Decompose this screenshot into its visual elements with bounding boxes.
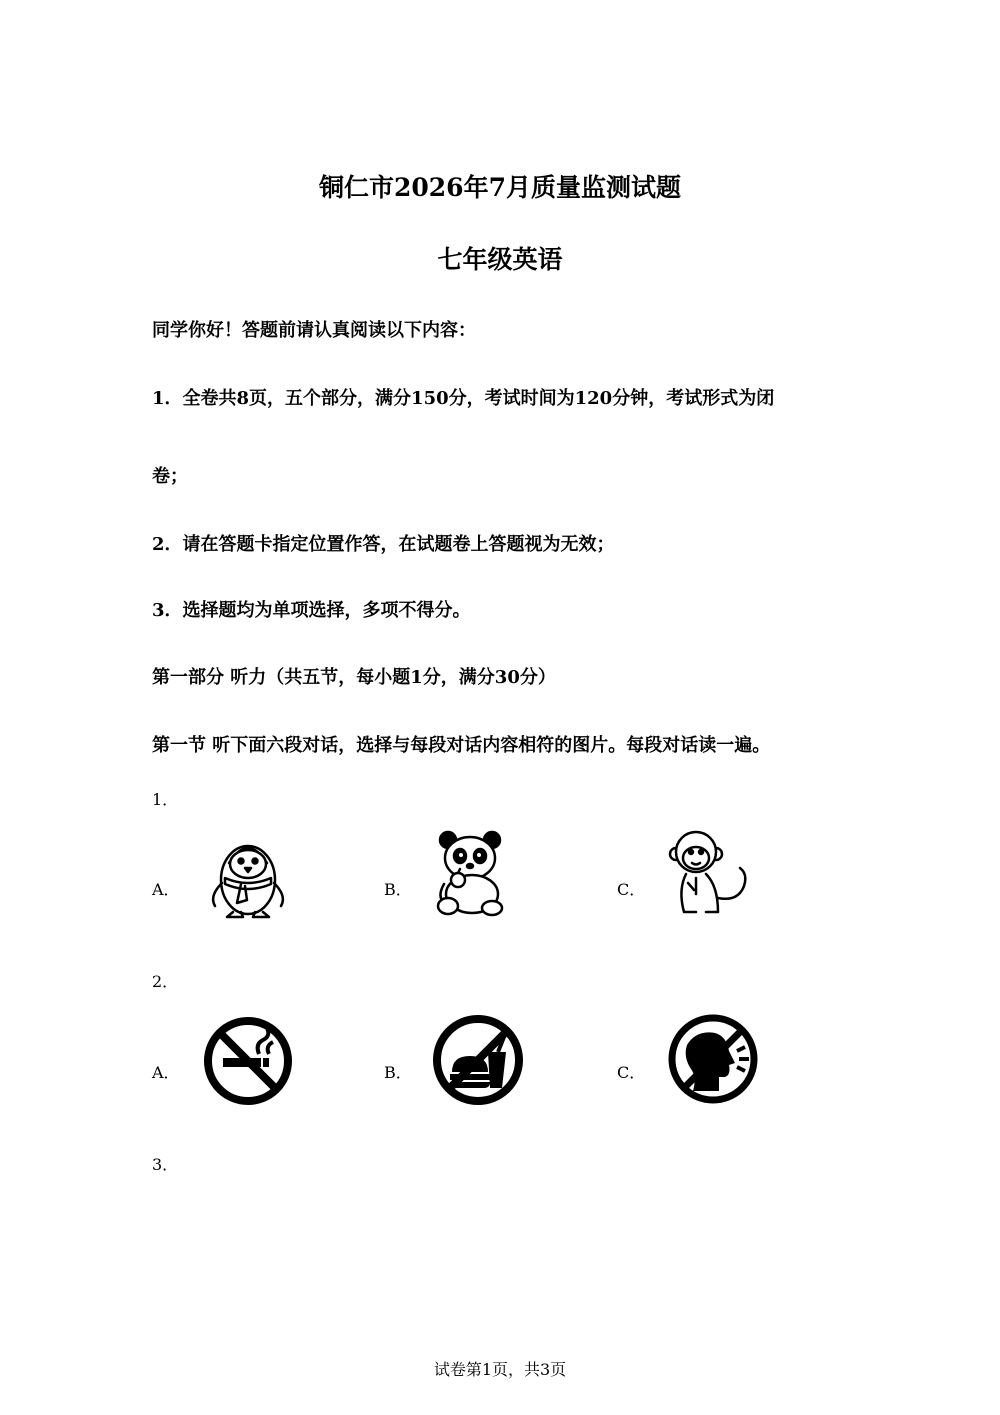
- no-talking-icon: [665, 1011, 761, 1107]
- option-label: C．: [617, 880, 646, 899]
- option-label: B．: [384, 880, 412, 899]
- question-number: 2．: [152, 972, 179, 991]
- page-title: 铜仁市2026年7月质量监测试题: [319, 173, 681, 202]
- page-subtitle: 七年级英语: [437, 245, 563, 274]
- instruction-2: 2．请在答题卡指定位置作答，在试题卷上答题视为无效；: [152, 534, 615, 555]
- penguin-icon: [203, 828, 293, 920]
- instructions-intro: 同学你好！答题前请认真阅读以下内容：: [152, 320, 476, 341]
- instruction-1-line-1: 1．全卷共8页，五个部分，满分150分，考试时间为120分钟，考试形式为闭: [152, 388, 775, 409]
- no-smoking-icon: [201, 1014, 295, 1108]
- option-label: B．: [384, 1063, 412, 1082]
- page-footer: 试卷第1页，共3页: [433, 1360, 567, 1379]
- no-food-icon: [430, 1012, 526, 1108]
- part-heading: 第一部分 听力（共五节，每小题1分，满分30分）: [152, 667, 556, 688]
- option-label: A．: [152, 1063, 180, 1082]
- section-heading: 第一节 听下面六段对话，选择与每段对话内容相符的图片。每段对话读一遍。: [152, 735, 771, 756]
- question-number: 1．: [152, 790, 179, 809]
- instruction-1-line-2: 卷；: [152, 466, 188, 487]
- instruction-3: 3．选择题均为单项选择，多项不得分。: [152, 600, 471, 621]
- panda-icon: [432, 828, 510, 918]
- option-label: A．: [152, 880, 180, 899]
- question-number: 3．: [152, 1155, 179, 1174]
- option-label: C．: [617, 1063, 646, 1082]
- monkey-icon: [666, 828, 752, 918]
